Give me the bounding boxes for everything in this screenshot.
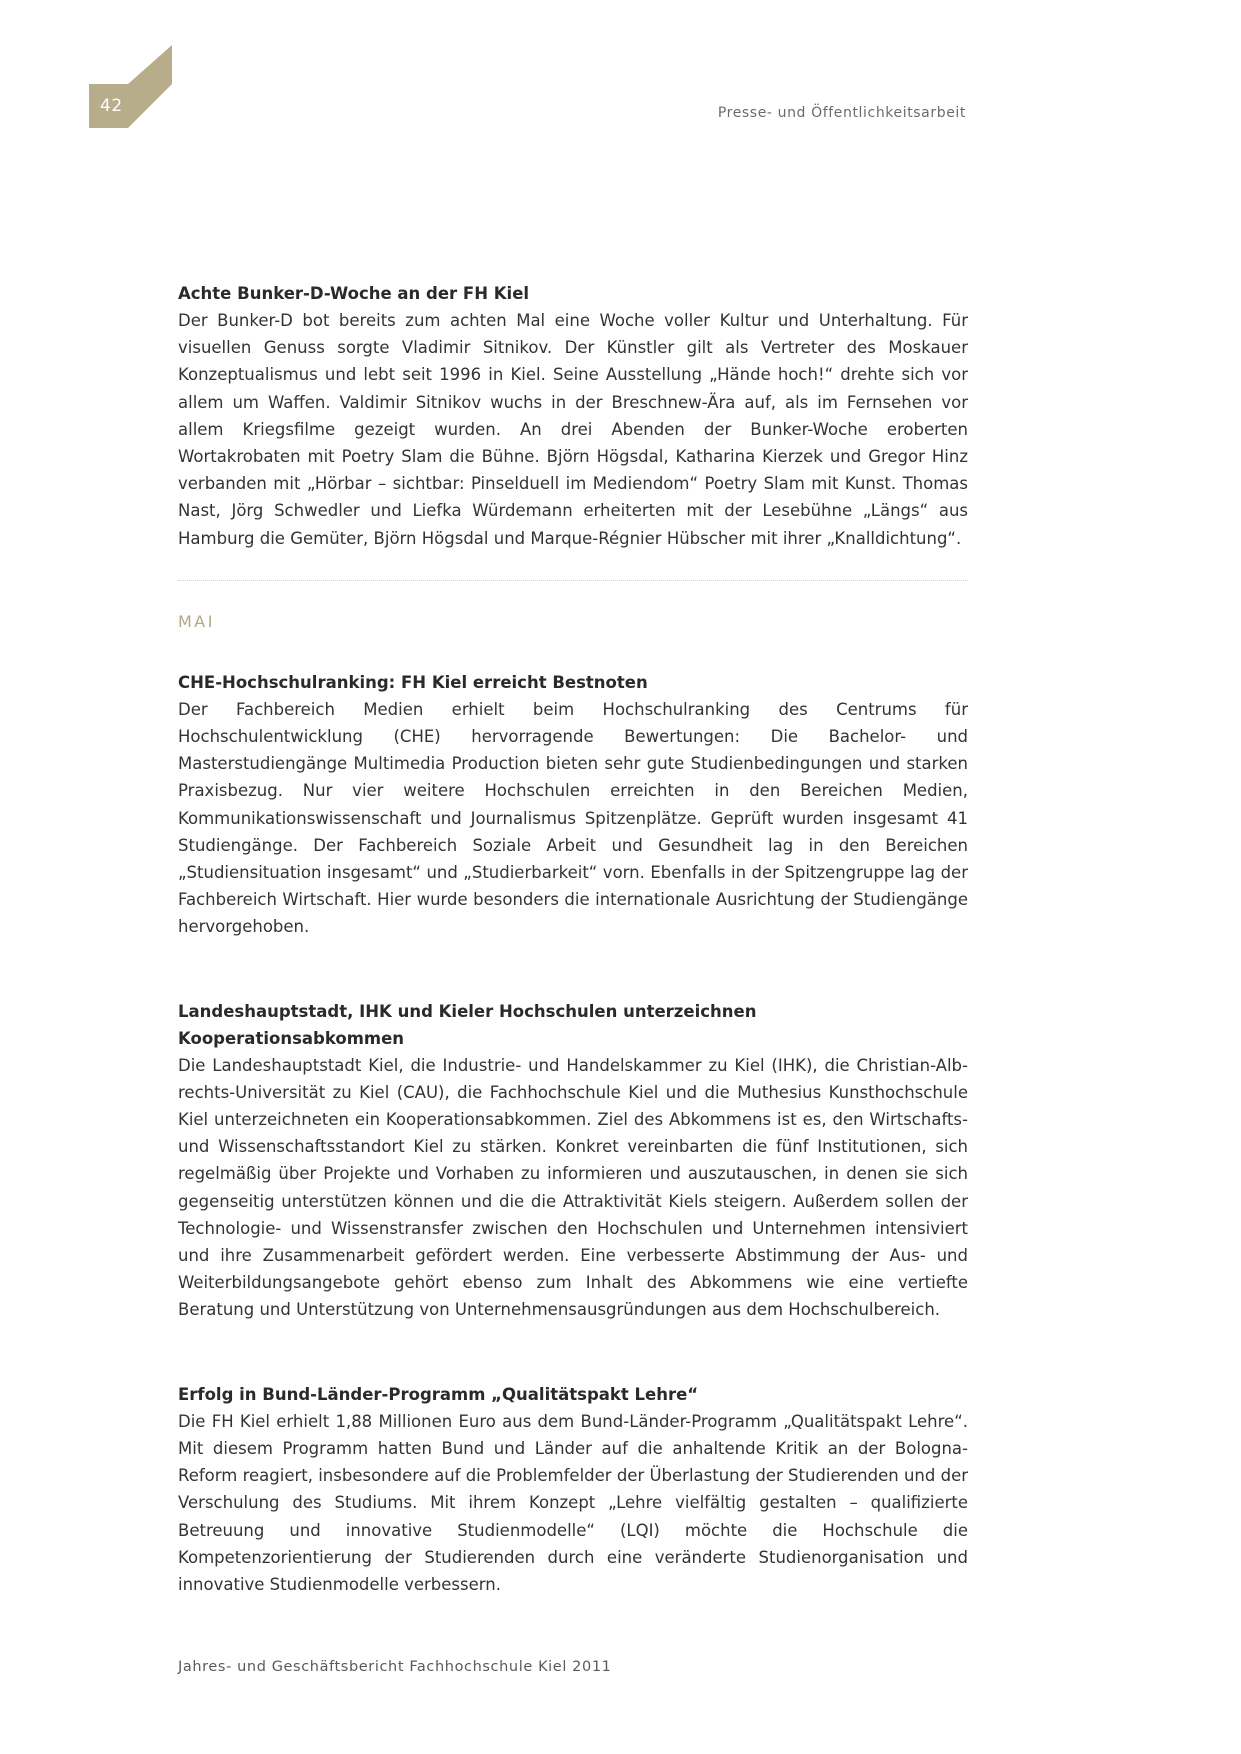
article-body: Der Bunker-D bot bereits zum achten Mal eine Woche voller Kultur und Unterhaltung. Für visuellen Genuss sorgte Vladimir Sitnikov. Der Künstler gilt als Vertreter des Moskauer Konzeptualismus und lebt seit 1996 in Kiel. Seine Ausstellung „Hände hoch!“ drehte sich vor allem um Waffen. Valdimir Sitnikov wuchs in der Breschnew-Ära auf, als im Fernsehen vor allem Kriegsfilme gezeigt wurden. An drei Abenden der Bunker-Woche eroberten Wortakrobaten mit Poetry Slam die Bühne. Björn Högsdal, Katharina Kierzek und Gregor Hinz verbanden mit „Hörbar – sichtbar: Pinselduell im Mediendom“ Poetry Slam mit Kunst. Thomas Nast, Jörg Schwedler und Liefka Würdemann erheiterten mit der Lesebühne „Längs“ aus Hamburg die Gemüter, Björn Högsdal und Marque-Régnier Hübscher mit ihrer „Knalldichtung“. xyxy=(178,311,968,548)
main-content xyxy=(178,280,968,1598)
article-title: CHE-Hochschulranking: FH Kiel erreicht Bestnoten xyxy=(178,672,648,692)
section-title: Presse- und Öffentlichkeitsarbeit xyxy=(717,105,966,121)
page-number: 42 xyxy=(100,96,123,116)
article-title: Achte Bunker-D-Woche an der FH Kiel xyxy=(178,284,530,303)
article-body: Der Fachbereich Medien erhielt beim Hochschulranking des Centrums für Hochschulentwicklung (CHE) hervorragende Bewertungen: Die Bachelor- und Masterstudiengänge Multimedia Production bieten sehr gute Studienbedingungen und starken Praxisbezug. Nur vier weitere Hochschulen erreichten in den Bereichen Medien, Kommunikationswissenschaft und Journalismus Spitzenplätze. Geprüft wurden insgesamt 41 Studiengänge. Der Fachbereich Soziale Arbeit und Gesundheit lag in den Bereichen „Studiensituation insgesamt“ und „Studierbarkeit“ vorn. Ebenfalls in der Spitzengruppe lag der Fachbereich Wirtschaft. Hier wurde besonders die internationale Ausrichtung der Studiengänge hervorgehoben. xyxy=(178,699,968,937)
dotted-divider xyxy=(178,580,968,581)
article-title: Landeshauptstadt, IHK und Kieler Hochschulen unterzeichnen Kooperationsabkommen xyxy=(178,1001,757,1048)
article-qualitaetspakt xyxy=(178,1381,968,1598)
article-title: Erfolg in Bund-Länder-Programm „Qualitätspakt Lehre“ xyxy=(178,1384,699,1404)
article-body: Die Landeshauptstadt Kiel, die Industrie- und Handelskammer zu Kiel (IHK), die Christian-Albrechts-Universität zu Kiel (CAU), die Fachhochschule Kiel und die Muthesius Kunsthochschule Kiel unterzeichneten ein Kooperationsabkommen. Ziel des Abkommens ist es, den Wirtschafts- und Wissenschaftsstandort Kiel zu stärken. Konkret vereinbarten die fünf Institutionen, sich regelmäßig über Projekte und Vorhaben zu informieren und auszutauschen, in denen sie sich gegenseitig unterstützen können und die die Attraktivität Kiels steigern. Außerdem sollen der Technologie- und Wissenstransfer zwischen den Hochschulen und Unternehmen intensiviert und ihre Zusammenarbeit gefördert werden. Eine verbesserte Abstimmung der Aus- und Weiterbildungsangebote gehört ebenso zum Inhalt des Abkommens wie eine vertiefte Beratung und Unterstützung von Unternehmensausgründungen aus dem Hochschulbereich. xyxy=(178,1055,968,1320)
month-label: MAI xyxy=(178,611,215,631)
article-bunker-d xyxy=(178,280,968,552)
article-che-ranking xyxy=(178,669,968,941)
article-body: Die FH Kiel erhielt 1,88 Millionen Euro aus dem Bund-Länder-Programm „Qualitätspakt Lehre“. Mit diesem Programm hatten Bund und Länder auf die anhaltende Kritik an der Bologna-Reform reagiert, insbesondere auf die Problemfelder der Überlastung der Studierenden und der Verschulung des Studiums. Mit ihrem Konzept „Lehre vielfältig gestalten – qualifizierte Betreuung und innovative Studienmodelle“ (LQI) möchte die Hochschule die Kompetenzorientierung der Studierenden durch eine veränderte Studienorganisation und innovative Studienmodelle verbessern. xyxy=(178,1411,969,1594)
footer-text: Jahres- und Geschäftsbericht Fachhochschule Kiel 2011 xyxy=(178,1659,612,1675)
article-kooperation xyxy=(178,998,968,1324)
